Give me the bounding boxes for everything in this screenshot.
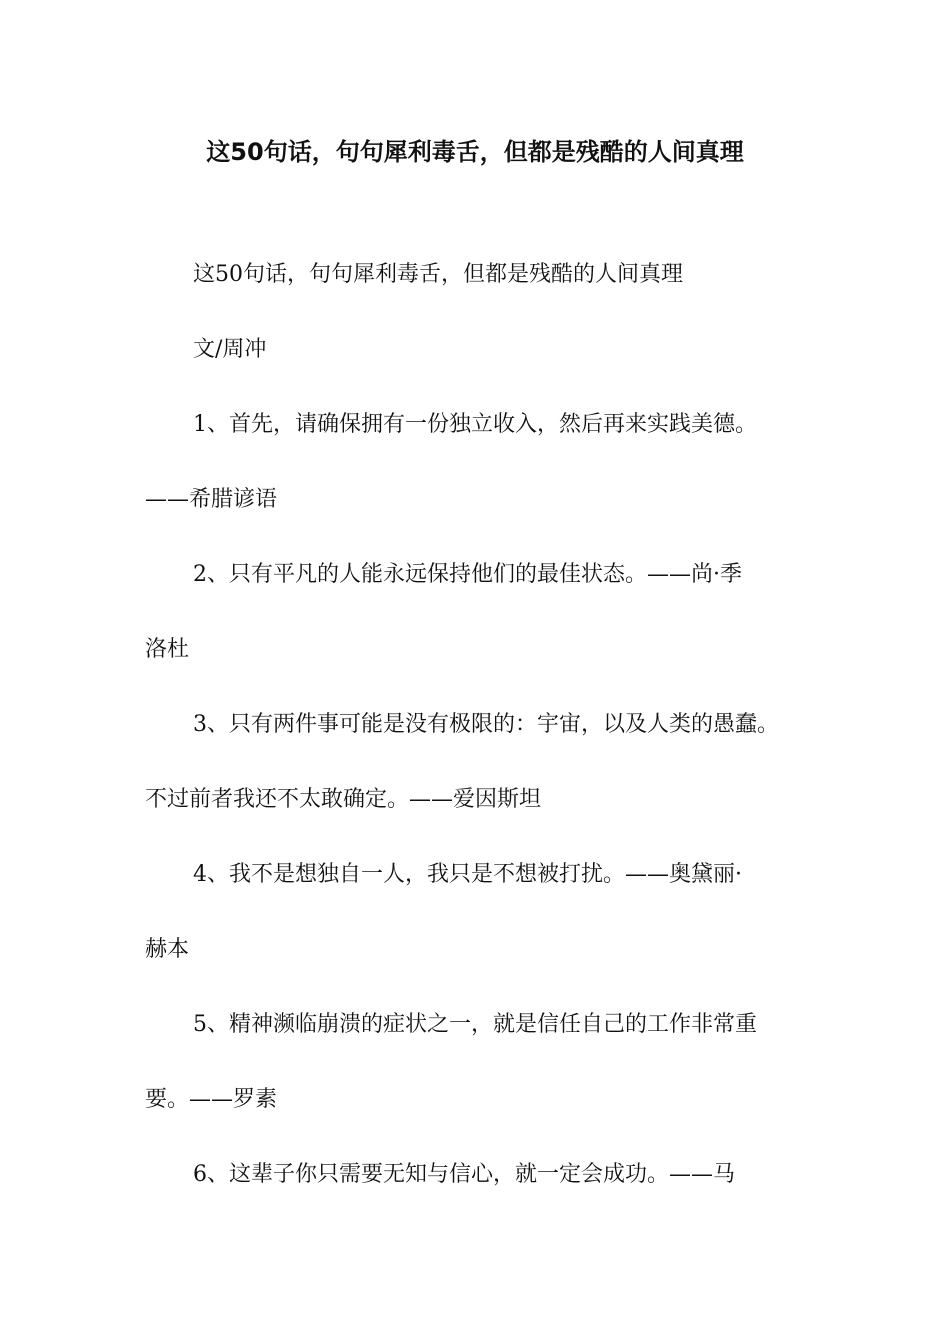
paragraph-line: 5、精神濒临崩溃的症状之一，就是信任自己的工作非常重 [193,1012,757,1037]
paragraph-line: 3、只有两件事可能是没有极限的：宇宙，以及人类的愚蠢。 [193,712,779,737]
paragraph-line: 1、首先，请确保拥有一份独立收入，然后再来实践美德。 [193,412,757,437]
paragraph-line: 文/周冲 [193,337,267,362]
paragraph-line: 2、只有平凡的人能永远保持他们的最佳状态。——尚·季 [193,562,742,587]
paragraph-author [145,331,835,369]
paragraph-line: 要。——罗素 [145,1087,278,1112]
paragraph-line: 洛杜 [145,637,190,662]
paragraph-line: 4、我不是想独自一人，我只是不想被打扰。——奥黛丽· [193,862,742,887]
quote-3 [145,706,835,819]
paragraph-line: 不过前者我还不太敢确定。——爱因斯坦 [145,787,542,812]
quote-1 [145,406,835,519]
document-title: 这50句话，句句犀利毒舌，但都是残酷的人间真理 [206,138,744,166]
paragraph-line: 赫本 [145,937,190,962]
paragraph-subtitle [145,256,835,294]
document-body [145,256,835,1194]
quote-5 [145,1006,835,1119]
paragraph-line: 6、这辈子你只需要无知与信心，就一定会成功。——马 [193,1162,735,1187]
paragraph-line: ——希腊谚语 [145,487,278,512]
paragraph-line: 这50句话，句句犀利毒舌，但都是残酷的人间真理 [193,262,683,287]
quote-2 [145,556,835,669]
quote-6 [145,1156,835,1194]
quote-4 [145,856,835,969]
